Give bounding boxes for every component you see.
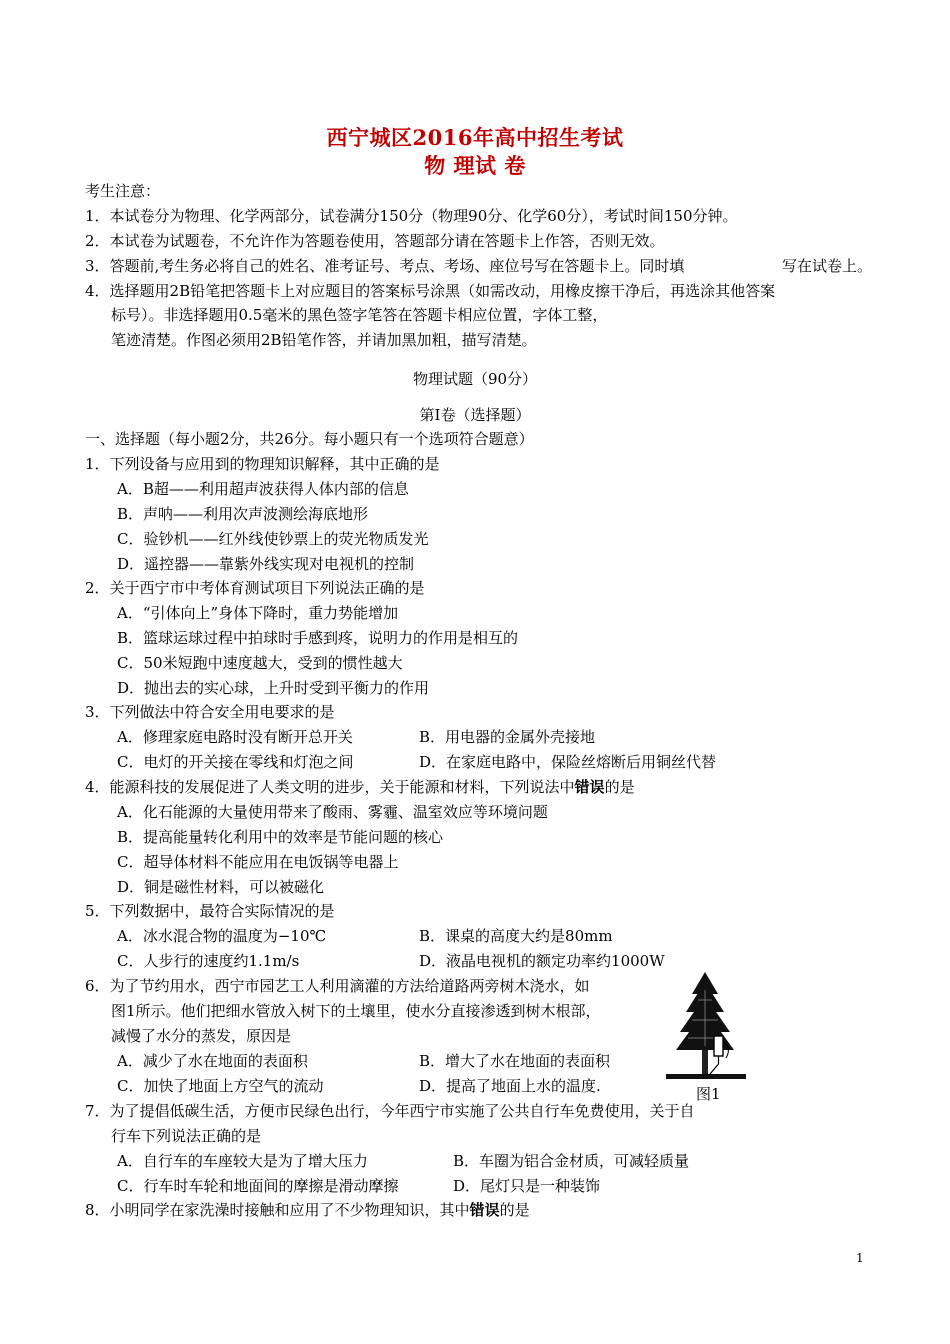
page-number: 1 — [856, 1251, 864, 1265]
question-3-option-b: B．用电器的金属外壳接地 — [419, 728, 596, 746]
question-2-option-d: D．抛出去的实心球，上升时受到平衡力的作用 — [117, 679, 430, 697]
notice-item-4-line2: 标号）。非选择题用0.5毫米的黑色签字笔答在答题卡相应位置，字体工整， — [111, 306, 608, 324]
question-6-option-b: B．增大了水在地面的表面积 — [419, 1052, 611, 1070]
question-8-stem-tail: 的是 — [499, 1201, 530, 1219]
question-1-stem: 1．下列设备与应用到的物理知识解释，其中正确的是 — [85, 455, 440, 473]
question-1-option-c: C．验钞机——红外线使钞票上的荧光物质发光 — [117, 530, 429, 548]
notice-item-1: 1．本试卷分为物理、化学两部分，试卷满分150分（物理90分、化学60分），考试时间150分钟。 — [85, 207, 738, 225]
question-2-option-c: C．50米短跑中速度越大，受到的惯性越大 — [117, 654, 403, 672]
question-7-option-a: A．自行车的车座较大是为了增大压力 — [117, 1152, 368, 1170]
question-3-stem: 3．下列做法中符合安全用电要求的是 — [85, 703, 335, 721]
question-4-option-a: A．化石能源的大量使用带来了酸雨、雾霾、温室效应等环境问题 — [117, 803, 548, 821]
question-1-option-a: A．B超——利用超声波获得人体内部的信息 — [117, 480, 409, 498]
question-7-option-c: C．行车时车轮和地面间的摩擦是滑动摩擦 — [117, 1177, 399, 1195]
question-1-option-d: D．遥控器——靠紫外线实现对电视机的控制 — [117, 555, 415, 573]
part-one-title: 第Ⅰ卷（选择题） — [419, 406, 531, 424]
question-6-stem-line2: 图1所示。他们把细水管放入树下的土壤里，使水分直接渗透到树木根部， — [111, 1002, 601, 1020]
question-7-option-d: D．尾灯只是一种装饰 — [453, 1177, 601, 1195]
question-4-stem — [85, 777, 635, 797]
figure-1-label: 图1 — [696, 1085, 721, 1103]
question-4-stem-tail: 的是 — [604, 778, 635, 796]
question-4-stem-text: 4．能源科技的发展促进了人类文明的进步，关于能源和材料，下列说法中 — [85, 778, 575, 796]
question-1-option-b: B．声呐——利用次声波测绘海底地形 — [117, 505, 369, 523]
notice-item-3-tail: 写在试卷上。 — [782, 257, 873, 275]
notice-heading: 考生注意： — [85, 182, 161, 200]
question-5-option-b: B．课桌的高度大约是80mm — [419, 927, 613, 945]
question-3-option-a: A．修理家庭电路时没有断开总开关 — [117, 728, 353, 746]
question-4-option-d: D．铜是磁性材料，可以被磁化 — [117, 878, 325, 896]
notice-item-3: 3．答题前,考生务必将自己的姓名、准考证号、考点、考场、座位号写在答题卡上。同时填 — [85, 257, 685, 275]
notice-item-4-line3: 笔迹清楚。作图必须用2B铅笔作答，并请加黑加粗，描写清楚。 — [111, 331, 537, 349]
question-7-stem-line2: 行车下列说法正确的是 — [111, 1127, 262, 1145]
question-7-stem-line1: 7．为了提倡低碳生活，方便市民绿色出行，今年西宁市实施了公共自行车免费使用，关于自 — [85, 1102, 695, 1120]
question-6-option-d: D．提高了地面上水的温度. — [419, 1077, 601, 1095]
question-2-option-a: A．“引体向上”身体下降时，重力势能增加 — [117, 604, 399, 622]
physics-section-title: 物理试题（90分） — [412, 370, 538, 388]
question-5-stem: 5．下列数据中，最符合实际情况的是 — [85, 902, 335, 920]
question-2-option-b: B．篮球运球过程中拍球时手感到疼，说明力的作用是相互的 — [117, 629, 519, 647]
section-instructions: 一、选择题（每小题2分，共26分。每小题只有一个选项符合题意） — [85, 430, 534, 448]
drip-tube-into-soil — [710, 1064, 719, 1074]
ground — [666, 1074, 746, 1079]
question-8-stem — [85, 1200, 530, 1220]
question-6-option-a: A．减少了水在地面的表面积 — [117, 1052, 308, 1070]
question-4-option-c: C．超导体材料不能应用在电饭锅等电器上 — [117, 853, 399, 871]
question-6-option-c: C．加快了地面上方空气的流动 — [117, 1077, 324, 1095]
notice-item-2: 2．本试卷为试题卷，不允许作为答题卷使用，答题部分请在答题卡上作答，否则无效。 — [85, 232, 665, 250]
question-3-option-c: C．电灯的开关接在零线和灯泡之间 — [117, 753, 354, 771]
question-5-option-c: C．人步行的速度约1.1m/s — [117, 952, 300, 970]
exam-title: 西宁城区2016年高中招生考试 — [326, 125, 624, 150]
question-6-stem-line3: 减慢了水分的蒸发，原因是 — [111, 1027, 292, 1045]
question-3-option-d: D．在家庭电路中，保险丝熔断后用铜丝代替 — [419, 753, 717, 771]
question-4-emphasis: 错误 — [574, 778, 605, 796]
question-4-option-b: B．提高能量转化利用中的效率是节能问题的核心 — [117, 828, 444, 846]
question-2-stem: 2．关于西宁市中考体育测试项目下列说法正确的是 — [85, 579, 425, 597]
question-8-stem-text: 8．小明同学在家洗澡时接触和应用了不少物理知识，其中 — [85, 1201, 470, 1219]
question-6-stem-line1: 6．为了节约用水，西宁市园艺工人利用滴灌的方法给道路两旁树木浇水，如 — [85, 977, 590, 995]
drip-bag — [714, 1036, 723, 1056]
tree-drip-irrigation-figure — [662, 970, 750, 1082]
question-5-option-a: A．冰水混合物的温度为−10℃ — [117, 927, 327, 945]
question-7-option-b: B．车圈为铝合金材质，可减轻质量 — [453, 1152, 690, 1170]
exam-subtitle: 物 理试 卷 — [424, 153, 526, 178]
question-8-emphasis: 错误 — [469, 1201, 500, 1219]
notice-item-4: 4．选择题用2B铅笔把答题卡上对应题目的答案标号涂黑（如需改动，用橡皮擦干净后，再选涂其他答案 — [85, 282, 776, 300]
question-5-option-d: D．液晶电视机的额定功率约1000W — [419, 952, 665, 970]
